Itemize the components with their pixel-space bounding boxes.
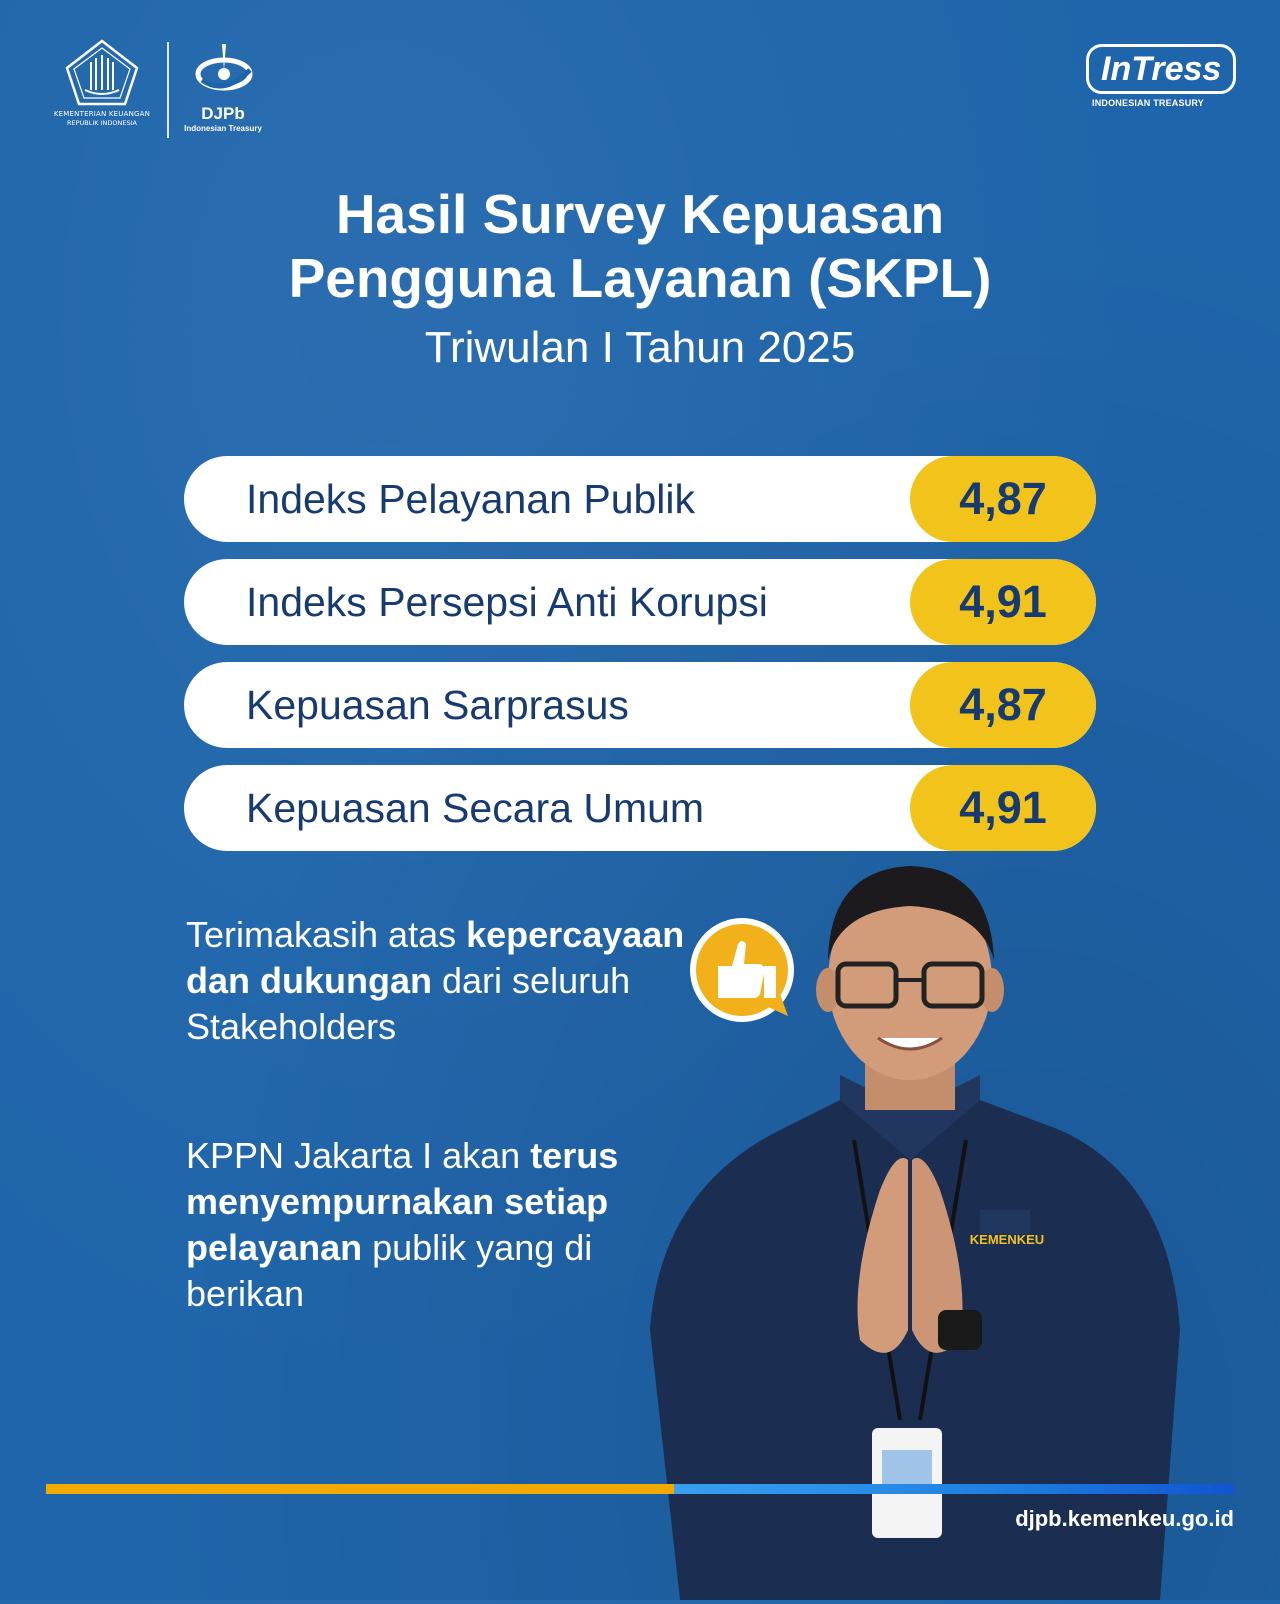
intress-wordmark: InTress — [1086, 44, 1236, 94]
score-row — [184, 559, 1096, 645]
message-text: dari seluruh Stakeholders — [186, 960, 631, 1047]
score-label: Kepuasan Secara Umum — [246, 785, 705, 831]
djpb-tagline: Indonesian Treasury — [184, 124, 262, 133]
thank-you-message — [186, 912, 706, 1050]
djpb-logo — [178, 40, 268, 140]
djpb-name: DJPb — [201, 104, 245, 123]
title-line-2: Pengguna Layanan (SKPL) — [288, 247, 992, 309]
djpb-emblem-icon — [188, 40, 258, 98]
score-row — [184, 765, 1096, 851]
message-text: publik yang di berikan — [186, 1227, 593, 1314]
message-bold-text: terus menyempurnakan setiap pelayanan — [186, 1135, 619, 1268]
kemenkeu-emblem-icon — [63, 38, 141, 108]
score-label: Indeks Persepsi Anti Korupsi — [246, 579, 768, 625]
score-value: 4,87 — [910, 456, 1096, 542]
score-value: 4,87 — [910, 662, 1096, 748]
kemenkeu-logo — [46, 38, 158, 142]
score-value: 4,91 — [910, 765, 1096, 851]
kemenkeu-name: KEMENTERIAN KEUANGAN — [53, 110, 151, 118]
page-subtitle: Triwulan I Tahun 2025 — [424, 323, 856, 372]
score-row — [184, 662, 1096, 748]
message-text: Terimakasih atas — [186, 914, 457, 955]
intress-logo — [1086, 44, 1222, 116]
shirt-logo: KEMENKEU — [969, 1232, 1045, 1247]
intress-tagline: INDONESIAN TREASURY — [1092, 98, 1204, 108]
score-value: 4,91 — [910, 559, 1096, 645]
score-label: Kepuasan Sarprasus — [246, 682, 629, 728]
title-line-1: Hasil Survey Kepuasan — [335, 183, 945, 245]
score-label: Indeks Pelayanan Publik — [246, 476, 696, 522]
score-list — [184, 456, 1096, 868]
footer-bar-blue — [674, 1484, 1234, 1494]
message-text: KPPN Jakarta I akan — [186, 1135, 521, 1176]
commitment-message — [186, 1133, 706, 1317]
page-title — [0, 182, 1280, 310]
footer-bar-yellow — [46, 1484, 674, 1494]
score-row — [184, 456, 1096, 542]
kemenkeu-country: REPUBLIK INDONESIA — [67, 119, 137, 127]
footer-url: djpb.kemenkeu.go.id — [1015, 1506, 1234, 1531]
logo-divider — [167, 42, 169, 138]
message-bold-text: kepercayaan dan dukungan — [186, 914, 685, 1001]
